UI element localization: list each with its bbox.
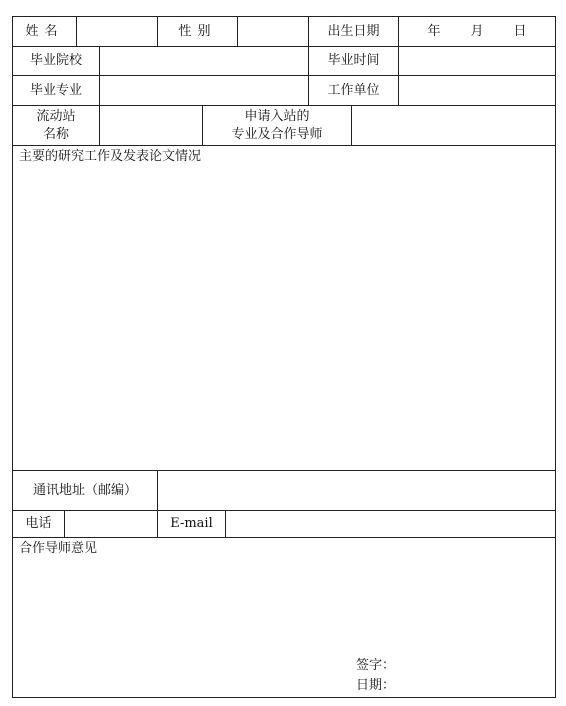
year-label: 年 (427, 23, 441, 39)
apply-label-line1: 申请入站的 (244, 108, 310, 124)
school-field[interactable] (100, 47, 309, 75)
station-label-line2: 名称 (42, 126, 69, 142)
station-field[interactable] (100, 106, 203, 145)
sign-label: 签字： (356, 658, 396, 673)
phone-field[interactable] (65, 511, 158, 537)
major-label: 毕业专业 (13, 76, 100, 105)
row-school (13, 47, 555, 76)
research-label: 主要的研究工作及发表论文情况 (19, 149, 202, 164)
email-label: E-mail (158, 511, 226, 537)
birth-date-field[interactable] (399, 17, 555, 46)
station-label (13, 106, 100, 145)
phone-label: 电话 (13, 511, 65, 537)
major-field[interactable] (100, 76, 309, 105)
sign-date-label: 日期： (356, 678, 396, 693)
address-label: 通讯地址（邮编） (13, 471, 158, 510)
birth-date-label: 出生日期 (309, 17, 399, 46)
apply-label-line2: 专业及合作导师 (231, 126, 323, 142)
apply-major-field[interactable] (352, 106, 555, 145)
address-field[interactable] (158, 471, 555, 510)
row-station (13, 106, 555, 146)
school-label: 毕业院校 (13, 47, 100, 75)
name-label: 姓名 (13, 17, 77, 46)
row-major (13, 76, 555, 106)
row-address (13, 471, 555, 511)
email-field[interactable] (226, 511, 555, 537)
row-contact (13, 511, 555, 538)
application-form (12, 16, 556, 698)
apply-major-label (203, 106, 352, 145)
advisor-label: 合作导师意见 (19, 541, 98, 556)
grad-time-field[interactable] (399, 47, 555, 75)
gender-field[interactable] (238, 17, 309, 46)
employer-label: 工作单位 (309, 76, 399, 105)
employer-field[interactable] (399, 76, 555, 105)
grad-time-label: 毕业时间 (309, 47, 399, 75)
day-label: 日 (513, 23, 527, 39)
row-basic-info (13, 17, 555, 47)
name-field[interactable] (77, 17, 158, 46)
station-label-line1: 流动站 (36, 108, 76, 124)
research-section[interactable] (13, 146, 555, 471)
month-label: 月 (470, 23, 484, 39)
gender-label: 性别 (158, 17, 238, 46)
advisor-section[interactable] (13, 538, 555, 697)
